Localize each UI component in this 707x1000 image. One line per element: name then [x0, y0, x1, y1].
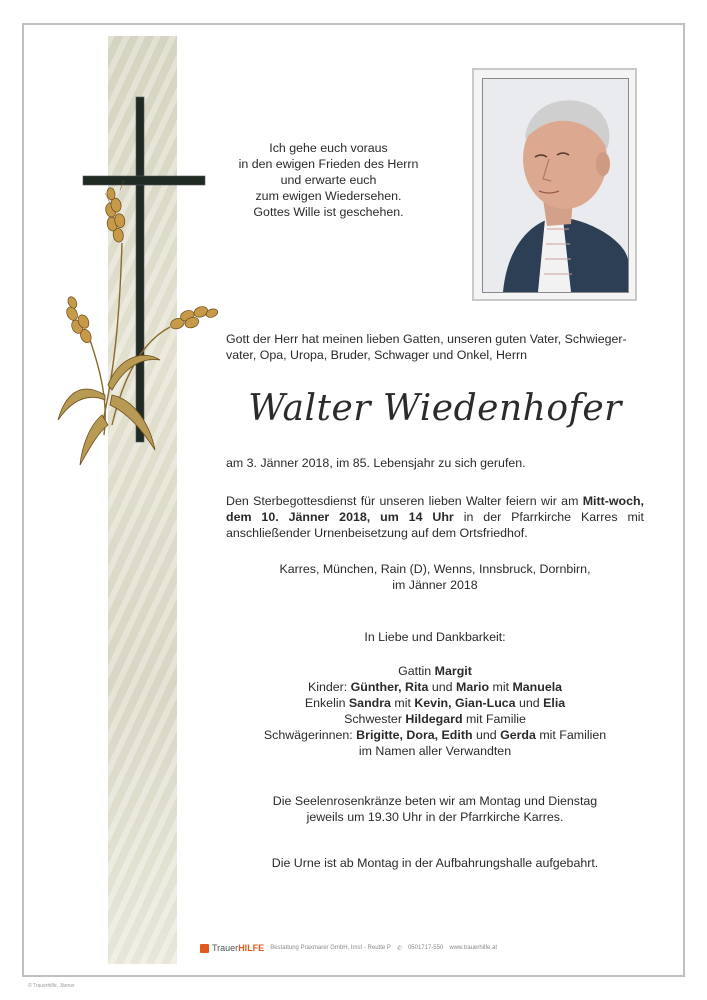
mourner-relation: Kinder:: [307, 680, 351, 694]
mourner-line: [226, 695, 644, 711]
urn-notice: Die Urne ist ab Montag in der Aufbahrungshalle aufgebahrt.: [271, 856, 599, 870]
mourner-name: Sandra: [348, 696, 391, 710]
mourner-relation: Schwägerinnen:: [263, 728, 357, 742]
mourner-name: Kevin, Gian-Luca: [414, 696, 516, 710]
mourner-name: Hildegard: [405, 712, 463, 726]
mourner-line: [226, 679, 644, 695]
mourner-line: [226, 711, 644, 727]
date-line: im Jänner 2018: [392, 578, 478, 592]
mourner-name: Margit: [434, 664, 472, 678]
poem-line: in den ewigen Frieden des Herrn: [238, 157, 419, 171]
service-text-b: in der Pfarrkirche Karres mit anschließender Urnenbeisetzung auf dem Ortsfriedhof.: [226, 510, 644, 540]
intro-text: [226, 331, 644, 363]
mourner-line: [226, 727, 644, 743]
rosary-line: Die Seelenrosenkränze beten wir am Montag und Dienstag: [272, 794, 598, 808]
mourner-connector: mit: [390, 696, 415, 710]
poem-line: Ich gehe euch voraus: [269, 141, 388, 155]
copyright-text: © Trauerhilfe, Jänner: [28, 983, 75, 989]
poem: [226, 140, 431, 220]
footer-web[interactable]: www.trauerhilfe.at: [449, 945, 497, 951]
poem-line: und erwarte euch: [280, 173, 377, 187]
cross-wheat-icon: [50, 95, 220, 495]
mourner-name: Günther, Rita: [350, 680, 429, 694]
footer-company: Bestattung Praxmarer GmbH, Imst - Reutte P: [270, 945, 391, 951]
logo-icon: [200, 944, 209, 953]
mourner-name: Brigitte, Dora, Edith: [356, 728, 473, 742]
gratitude-heading: In Liebe und Dankbarkeit:: [364, 630, 506, 644]
poem-line: Gottes Wille ist geschehen.: [253, 205, 404, 219]
service-date: Mitt-woch, dem 10. Jänner 2018, um 14 Uhr: [226, 494, 644, 524]
mourner-line: im Namen aller Verwandten: [358, 744, 512, 758]
mourner-connector: und: [428, 680, 457, 694]
portrait-photo: [482, 78, 629, 293]
footer-phone: 0501717-550: [407, 945, 444, 951]
intro-line: Gott der Herr hat meinen lieben Gatten, unseren guten Vater, Schwieger-: [226, 332, 627, 346]
mourners-list: [226, 629, 644, 759]
mourner-connector: mit: [489, 680, 513, 694]
service-text-a: Den Sterbegottesdienst für unseren lieben Walter feiern wir am: [226, 494, 583, 508]
mourner-name: Manuela: [512, 680, 563, 694]
mourner-line: [226, 663, 644, 679]
funeral-service-text: [226, 493, 644, 541]
footer: [200, 940, 560, 956]
places-date: [226, 561, 644, 593]
portrait-frame: [472, 68, 637, 301]
logo-text: [212, 943, 264, 953]
mourner-connector: und: [472, 728, 501, 742]
mourner-relation: Gattin: [398, 664, 435, 678]
mourner-connector: und: [515, 696, 544, 710]
death-notice: am 3. Jänner 2018, im 85. Lebensjahr zu sich gerufen.: [226, 456, 526, 470]
trauerhilfe-logo: [200, 943, 264, 953]
mourner-connector: mit Familien: [535, 728, 607, 742]
rosary-notice: [226, 793, 644, 825]
mourner-name: Elia: [543, 696, 566, 710]
rosary-line: jeweils um 19.30 Uhr in der Pfarrkirche Karres.: [306, 810, 564, 824]
mourner-relation: Schwester: [344, 712, 406, 726]
deceased-name: Walter Wiedenhofer: [248, 388, 622, 429]
poem-line: zum ewigen Wiedersehen.: [255, 189, 402, 203]
mourner-relation: Enkelin: [304, 696, 349, 710]
mourner-name: Mario: [456, 680, 490, 694]
mourner-name: Gerda: [500, 728, 536, 742]
mourner-connector: mit Familie: [462, 712, 526, 726]
logo-text-a: Trauer: [212, 943, 239, 953]
places-line: Karres, München, Rain (D), Wenns, Innsbruck, Dornbirn,: [279, 562, 591, 576]
intro-line: vater, Opa, Uropa, Bruder, Schwager und Onkel, Herrn: [226, 348, 527, 362]
phone-icon: ✆: [396, 945, 402, 952]
logo-text-b: HILFE: [238, 943, 265, 953]
